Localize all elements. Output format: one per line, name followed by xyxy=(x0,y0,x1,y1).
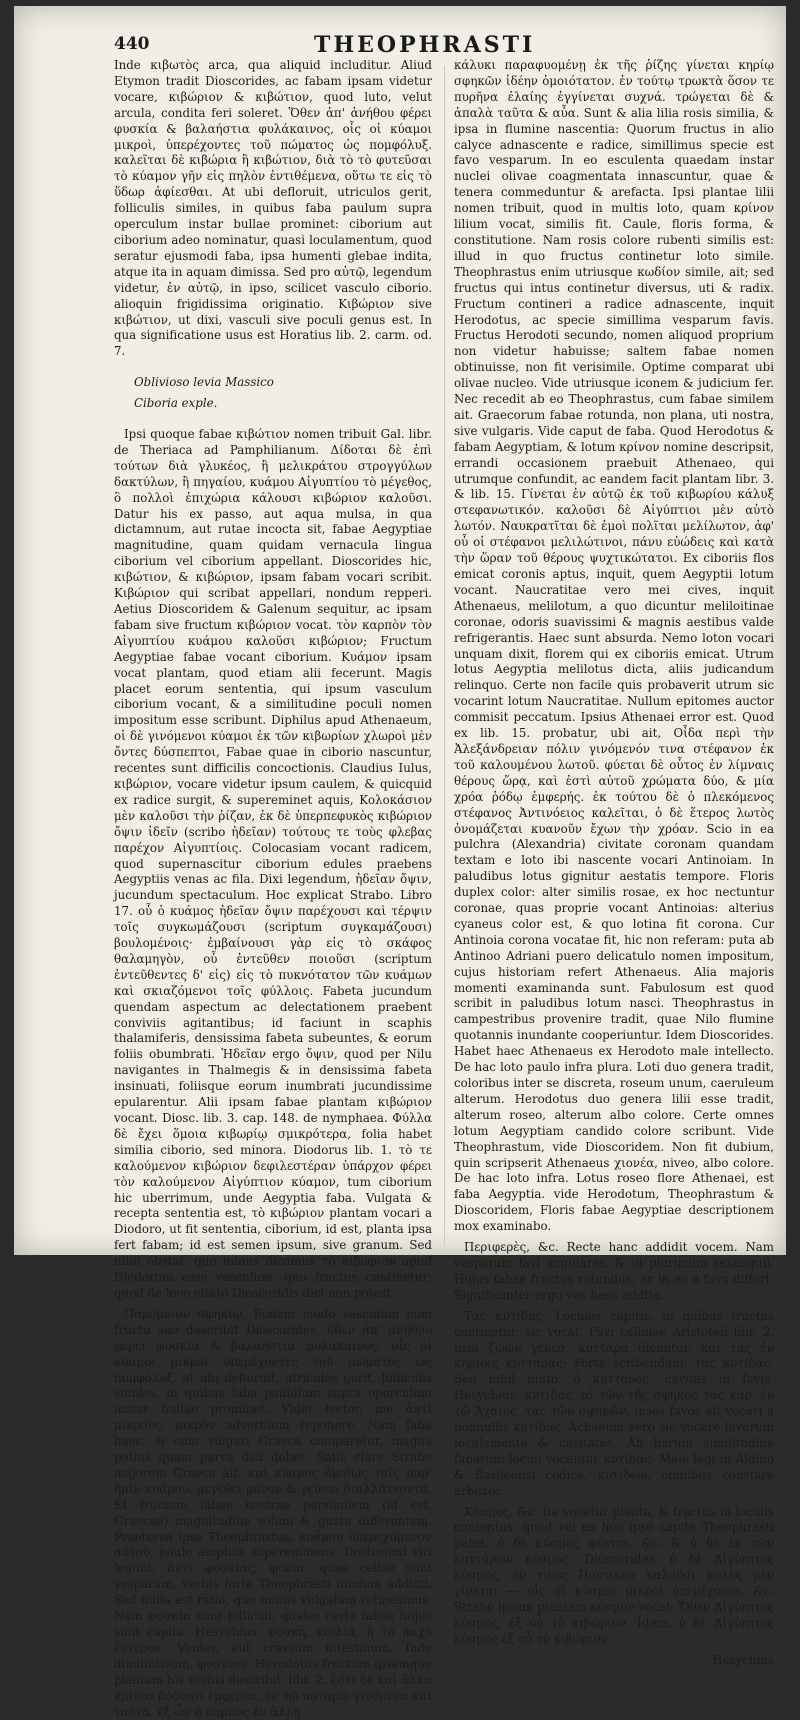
left-column xyxy=(114,58,432,1719)
verse-line-2: Ciboria exple. xyxy=(134,396,218,411)
book-page xyxy=(14,6,786,1719)
right-paragraph-2: Περιφερὲς, &c. Recte hanc addidit vocem. Nam vesparum favi angulares, & ut plurimum sexanguli. Hujus fabae fructus rotundus, ac in eo a favo differt. Significanter ergo vox haec addita. xyxy=(454,1240,774,1302)
verse-line-1: Oblivioso levia Massico xyxy=(134,375,274,390)
right-paragraph-3: Τὰς κυτίδας. Loculos capitis, in quibus fructus continetur, sic vocat. Favi cellulae Aristoteli libr. 2. περὶ ζώων γενέσ. κυττάρα dicuntur. καὶ τὰς ἐν κηρίοις κυττάρας; Forte scribendum, τὰς κυτίδας. Sed nihil muto. ὁ κύτταρος, cavitas in favis. Hesychius, κυτίδας, αἱ τῶν τῆς σφηκὸς τὰς καρ' ἐν τῷ Ἀχαιὸς. τὰς τῶν σφηκῶν. ipsos favos ait vocari a nonnullis κυτίδας. Achaeum vero sic vocare favorum loculamenta & cavitates. Ab harum similitudine fabarum loculi vocantur κυτίδας. Male legi in Aldino & Basileensi codice, κυτίδων, omnibus constare arbitror. xyxy=(454,1308,774,1498)
left-paragraph-2: Ipsi quoque fabae κιβώτιον nomen tribuit Gal. libr. de Theriaca ad Pamphilianum. Δίδοται δὲ ἐπὶ τούτων διὰ γλυκέος, ἢ μελικράτου στρογγύλων δακτύλων, ἢ πηγαίου, κυάμου Αἰγυπτίου τὸ μέγεθος, ὃ πολλοὶ ἐπιχώρια κάλουσι κιβώριον καλοῦσι. Datur his ex passo, aut aqua mulsa, in qua dictamnum, aut rutae incocta sit, fabae Aegyptiae magnitudine, quam quidam vernacula lingua ciborium vel ciborium appellant. Dioscorides hic, κιβώτιον, & κιβώριον, ipsam fabam vocari scribit. Κιβώριον qui scribat appellari, nondum repperi. Aetius Dioscoridem & Galenum sequitur, ac ipsam fabam sive fructum κιβώριον vocat. τὸν καρπὸν τὸν Αἰγυπτίου κυάμου καλοῦσι κιβώριον; Fructum Aegyptiae fabae vocant ciborium. Κυάμον ipsam vocat plantam, quod etiam alii fecerunt. Magis placet eorum sententia, qui ipsum vasculum ciborium vocant, & a similitudine poculi nomen impositum esse scribunt. Diphilus apud Athenaeum, οἱ δὲ γινόμενοι κύαμοι ἐκ τῶν κιβωρίων χλωροὶ μὲν ὄντες δύσπεπτοι, Fabae quae in ciborio nascuntur, recentes sunt difficilis concoctionis. Claudius Iulus, κιβώριον, vocare videtur ipsum caulem, & quicquid ex radice surgit, & supereminet aquis, Κολοκάσιον μὲν καλοῦσι τὴν ῥίζαν, ἐκ δὲ ὑπερπεφυκὸς κιβώριον ὄψιν ἰδεῖν (scribo ἡδεῖαν) τούτους τε τοὺς φλεβας παρέχον Αἰγυπτίοις. Colocasiam vocant radicem, quod supernascitur ciborium edules praebens Aegyptiis venas ac fila. Dixi legendum, ἡδεῖαν ὄψιν, jucundum spectaculum. Hoc explicat Strabo. Libro 17. οὗ ὁ κυάμος ἡδεῖαν ὄψιν παρέχουσι καὶ τέρψιν τοῖς συγκωμάζουσι (scriptum συγκαμάζουσι) βουλομένοις· ἐμβαίνουσι γὰρ εἰς τὸ σκάφος θαλαμηγὸν, οὗ ἐντεῦθεν ποιοῦσι (scriptum ἐντεῦθεντες δ' εἰς) εἰς τὸ πυκνότατον τῶν κυάμων καὶ σκιαζόμενοι τοῖς φύλλοις. Fabeta jucundum quendam aspectum ac delectationem praebent conviviis agitantibus; id faciunt in scaphis thalamiferis, densissima fabeta subeuntes, & eorum foliis obumbrati. Ἡδεῖαν ergo ὄψιν, quod per Nilu navigantes in Thalmegis & in densissima fabeta insinuati, foliisque eorum inumbrati jucundissime epularentur. Alii ipsam fabae plantam κιβώριον vocant. Diosc. lib. 3. cap. 148. de nymphaea. Φύλλα δὲ ἔχει ὅμοια κιβωρίῳ σμικρότερα, folia habet similia ciborio, sed minora. Diodorus lib. 1. τὸ τε καλούμενον κιβώριον δεφιλεστέραν ὑπάρχον φέρει τὸν καλούμενον Αἰγύπτιον κύαμον, tum ciborium hic uberrimum, unde Aegyptia faba. Vulgata & recepta sententia est, τὸ κιβώριον plantam vocari a Diodoro, ut fit sententia, ciborium, id est, planta ipsa fert fabam; id est semen ipsum, sive granum. Sed nihil obstat, quo minus dicamus τὸ κιβώριον apud Diodorum esse vasculum, quo fructus continetur; quod de loco citato Dioscoridis dici non potest. xyxy=(114,427,432,1300)
page-number: 440 xyxy=(114,34,150,54)
page-header xyxy=(114,34,774,60)
left-paragraph-3: Παρόμοιον σφηκίῳ. Eodem modo vasculum cum fructu suo describit Dioscorides, ὅθεν ἀπ' ἀνήθου φέρει φυσκία & βαλαήστια φυλάκαινος, οἷς οἱ κύαμοι μικροὶ ὑπερέχοντες τοῦ πώματος ὡς πομφόλυξ. at ubi defloruit, utriculos gerit, folliculis similes, in quibus faba paululum supra operculum instar bullae prominet. Videt lector, me ἀντὶ μικροὺς, μικρὸν adverbium reponere. Nam faba haec, si cum vulgari Graeca comparetur, magna potius quam parva dici debet. Satis clare Strabo majorem Graeca ait. καὶ κύαμος ὁμοίως ταῖς παρ' ἡμῖν κυάμου, μεγέθει μόνον & γεύσει διαλλάττοντα, Et fructum fabae nostrae persimilem (id est, Graecae) magnitudine solum & gustu differentem. Praeterea ipse Theophrastus, κυάμου ὑπερεχόμενον αὐτοῦ, paulo amplius supereminens. Doctissimi viri legunt, ἀντὶ φυσκίας, φυκία, quae cellae sunt vesparum, verbis forte Theophrasti nimium addicti. Sed nulla est ratio, quo minus vulgatam retineamus. Nam φυσκία sunt folliculi; quales certe fabae hujus sunt capita. Hesychius, φύσκη, κοιλία, ἢ τὸ παχὺ ἔντερον. Venter, aut crassum intestinum. Inde diminutivum, φυσκίον. Herodotus fructum ipsamque plantam his verbis describit. libr. 2. ἔστι δὲ καὶ ἄλλα κρίνεα ῥόδοισι ἐμφερέα, ἐν τῷ ποταμῷ γινόμενα καὶ ταῦτα. ἐξ ὧν ὁ καρπὸς ἐν ἄλλῃ xyxy=(114,1306,432,1719)
left-paragraph-1: Inde κιβωτὸς arca, qua aliquid includitur. Aliud Etymon tradit Dioscorides, ac fabam ipsam videtur vocare, κιβώριον & κιβώτιον, quod luto, velut arcula, condita feri soleret. Ὅθεν ἀπ' ἀνήθου φέρει φυσκία & βαλαήστια φυλάκαινος, οἷς οἱ κύαμοι μικροὶ, ὑπερέχοντες τοῦ πώματος ὡς πομφόλυξ. καλεῖται δὲ κιβώρια ἢ κιβώτιον, διὰ τὸ τὸ φυτεῦσαι τὸ κύαμον γῆν εἰς πηλὸν ἐντιθέμενα, οὕτω τε εἰς τὸ ὕδωρ ἀφίεσθαι. At ubi defloruit, utriculos gerit, folliculis similes, in quibus faba paulum supra operculum instar bullae prominet: ciborium aut ciborium adeo nominatur, quasi loculamentum, quod seratur ejusmodi faba, ipsa humenti glebae indita, atque ita in aquam dimissa. Sed pro αὐτῷ, legendum videtur, ἐν αὐτῷ, in ipso, scilicet vasculo ciborio. alioquin frigidissima originatio. Κιβώριον sive κιβώτιον, ut dixi, vasculi sive poculi genus est. In qua significatione usus est Horatius lib. 2. carm. od. 7. xyxy=(114,58,432,359)
right-paragraph-1: κάλυκι παραφυομένῃ ἐκ τῆς ῥίζης γίνεται κηρίῳ σφηκῶν ἰδέην ὁμοιότατον. ἐν τούτῳ τρωκτὰ ὅσον τε πυρῆνα ἐλαίης ἐγγίνεται συχνά. τρώγεται δὲ & ἁπαλὰ ταῦτα & αὖα. Sunt & alia lilia rosis similia, & ipsa in flumine nascentia: Quorum fructus in alio calyce adnascente e radice, simillimus specie est favo vesparum. In eo esculenta quaedam instar nuclei olivae coagmentata innascuntur, quae & tenera commeduntur & arefacta. Ipsi plantae lilii nomen tribuit, quod in multis loto, quam κρίνον lilium vocat, similis fit. Caule, floris forma, & constitutione. Nam rosis colore rubenti similis est: illud in quo fructus continetur loto simile. Theophrastus enim utriusque κωδίον simile, ait; sed fructus qui intus continetur diversus, uti & radix. Fructum contineri a radice adnascente, inquit Herodotus, ac specie simillima vesparum favis. Fructus Herodoti secundo, nomen aliquod proprium non videtur habuisse; saltem fabae nomen obtinuisse, non fit verisimile. Optime comparat ubi olivae nucleo. Vide utriusque iconem & judicium fer. Nec recedit ab eo Theophrastus, cum fabae similem ait. Graecorum fabae rotunda, non plana, uti nostra, sive vulgaris. Vide caput de faba. Quod Herodotus & fabam Aegyptiam, & lotum κρίνον nomine descripsit, errandi occasionem praebuit Athenaeo, qui utrumque confundit, ac eandem facit plantam libr. 3. & lib. 15. Γίνεται ἐν αὐτῷ ἐκ τοῦ κιβωρίου κάλυξ στεφανωτικόν. καλοῦσι δὲ Αἰγύπτιοι μὲν αὐτὸ λωτόν. Ναυκρατῖται δὲ ἐμοὶ πολῖται μελίλωτον, ἀφ' οὗ οἱ στέφανοι μελιλώτινοι, πάνυ εὐώδεις καὶ κατὰ τὴν ὥραν τοῦ θέρους ψυχτικώτατοι. Ex ciboriis flos emicat coronis aptus, inquit, quem Aegyptii lotum vocant. Naucratitae vero mei cives, inquit Athenaeus, melilotum, a quo dicuntur meliloitinae coronae, odoris suavissimi & magnis aestibus valde refrigerantis. Haec sunt absurda. Nemo loton vocari unquam dixit, florem qui ex ciboriis emicat. Utrum lotus Aegyptia melilotus dicta, aliis judicandum relinquo. Certe non facile quis probaverit utrum sic vocarint lotum Naucratitae. Nullum epitomes auctor commisit peccatum. Ipsius Athenaei error est. Quod ex lib. 15. probatur, ubi ait, Οἶδα περὶ τὴν Ἀλεξάνδρειαν πόλιν γινόμενόν τινα στέφανον ἐκ τοῦ καλουμένου λωτοῦ. φύεται δὲ οὗτος ἐν λίμναις θέρους ὥρᾳ, καὶ ἐστὶ αὐτοῦ χρώματα δύο, & μία χρόα ῥόδῳ ἐμφερής. ἐκ τούτου δὲ ὁ πλεκόμενος στέφανος Ἀντινόειος καλεῖται, ὁ δὲ ἕτερος λωτὸς ὀνομάζεται κυανοῦν ἔχων τὴν χρόαν. Scio in ea pulchra (Alexandria) civitate coronam quandam textam e loto ibi nascente vocari Antinoiam. In paludibus lotus gignitur aestatis tempore. Floris duplex color: alter similis rosae, ex hoc nectuntur coronae, quas proprie vocant Antinoias: alterius cyaneus color est, & quo lotina fit corona. Cur Antinoia corona vocatae fit, hic non referam: puta ab Antinoo Adriani puero delicatulo nomen impositum, cujus historiam refert Athenaeus. Alia majoris momenti examinanda sunt. Fabulosum est quod scribit in paludibus lotum nasci. Theophrastus in campestribus provenire tradit, quae Nilo flumine quotannis inundante cooperiuntur. Idem Dioscorides. Habet haec Athenaeus ex Herodoto male intellecto. De hac loto paulo infra plura. Loti duo genera tradit, coloribus inter se discreta, roseum unum, caeruleum alterum. Herodotus duo genera lilii esse tradit, alterum roseo, alterum albo colore. Certe omnes lotum Aegyptiam candido colore scribunt. Vide Theophrastum, vide Dioscoridem. Non fit dubium, quin scripserit Athenaeus χιονέα, niveo, albo colore. De hac loto infra. Lotus roseo flore Athenaei, est faba Aegyptia. vide Herodotum, Theophrastum & Dioscoridem, Floris fabae Aegyptiae descriptionem mox examinabo. xyxy=(454,58,774,1234)
right-column xyxy=(454,58,774,1667)
right-paragraph-4: Κύαμος, &c. Ita vocatur planta, & fructus in loculis contentus. quod vel ex hoc ipso capite Theophrasti patet, ὁ δὲ κύαμος φύεται, &c. & ὁ δὲ ἐκ τῶν κυττάρων κύαμος. Dioscorides, ὁ δὲ Αἰγύπτιος κύαμος, ὃν τινες Ποντικὸν καλοῦσι πολὺς μὲν γίνεται — οἷς οἱ κύαμοι μικροὶ ὑπερέχουσι, &c. Strabo ipsam plantam κύαμον vocat. Ὅθεν Αἰγύπτιος κύαμος, ἐξ οὗ τὸ κιβώριον. Idem, ὁ δὲ Αἰγύπτιος κύαμος ἐξ οὗ τὸ κιβώριον. xyxy=(454,1504,774,1646)
column-divider xyxy=(444,66,445,1246)
running-head: THEOPHRASTI xyxy=(314,32,536,58)
catchword: Hesychius xyxy=(712,1652,774,1667)
